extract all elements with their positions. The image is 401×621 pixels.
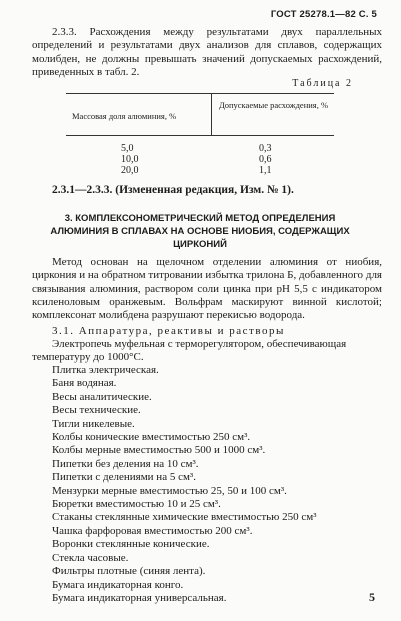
table-cell: 10,0 — [121, 154, 139, 165]
table-header-aluminium: Массовая доля алюминия, % — [72, 111, 177, 121]
table-cell: 1,1 — [259, 165, 272, 176]
list-item: Чашка фарфоровая вместимостью 200 см³. — [52, 524, 253, 537]
table-header-rule — [66, 135, 334, 136]
list-item: Весы технические. — [52, 404, 141, 417]
list-item: Пипетки без деления на 10 см³. — [52, 457, 199, 470]
table-cell: 0,6 — [259, 154, 272, 165]
page-number: 5 — [369, 590, 375, 604]
list-item: Бумага индикаторная универсальная. — [52, 591, 227, 604]
list-item: Пипетки с делениями на 5 см³. — [52, 471, 196, 484]
table-column-divider — [211, 93, 212, 135]
table-top-rule — [66, 93, 334, 94]
list-item: Фильтры плотные (синяя лента). — [52, 565, 206, 578]
list-item: Стекла часовые. — [52, 551, 129, 564]
list-item: Колбы мерные вместимостью 500 и 1000 см³. — [52, 444, 266, 457]
list-item: Баня водяная. — [52, 377, 117, 390]
table-cell: 0,3 — [259, 143, 272, 154]
section-title: 3. КОМПЛЕКСОНОМЕТРИЧЕСКИЙ МЕТОД ОПРЕДЕЛЕНИЯ АЛЮМИНИЯ В СПЛАВАХ НА ОСНОВЕ НИОБИЯ, СОДЕРЖАЩИХ ЦИРКОНИЙ — [50, 213, 350, 250]
list-item: Весы аналитические. — [52, 390, 152, 403]
page-header: ГОСТ 25278.1—82 С. 5 — [270, 9, 377, 20]
list-item: Мензурки мерные вместимостью 25, 50 и 100 см³. — [52, 484, 287, 497]
list-item: Плитка электрическая. — [52, 364, 159, 376]
apparatus-heading: 3.1. Аппаратура, реактивы и растворы — [52, 325, 285, 337]
list-item: Воронки стеклянные конические. — [52, 538, 210, 551]
paragraph-2-3-3: 2.3.3. Расхождения между результатами двух параллельных определений и результатами двух анализов для сплавов, содержащих молибден, не должны превышать значений допускаемых расхождений, приведенных в табл. 2. — [32, 26, 382, 78]
table-cell: 5,0 — [121, 143, 134, 154]
table-cell: 20,0 — [121, 165, 139, 176]
list-item: Тигли никелевые. — [52, 417, 135, 430]
list-item: Бюретки вместимостью 10 и 25 см³. — [52, 498, 221, 511]
apparatus-lead: Электропечь муфельная с терморегулятором, обеспечивающая температуру до 1000°С. — [32, 338, 347, 364]
list-item: Бумага индикаторная конго. — [52, 578, 184, 591]
method-paragraph: Метод основан на щелочном отделении алюминия от ниобия, циркония и на обратном титровании избытка трилона Б, добавленного для связывания алюминия, раствором соли цинка при рН 5,5 с индикатором ксиленоловым оранжевым. Вольфрам маскируют винной кислотой; комплексонат молибдена разрушают перекисью водорода. — [32, 256, 382, 322]
list-item: Колбы конические вместимостью 250 см³. — [52, 431, 251, 444]
apparatus-list — [52, 364, 382, 605]
edit-note: 2.3.1—2.3.3. (Измененная редакция, Изм. № 1). — [52, 184, 294, 196]
table-header-tolerance: Допускаемые расхождения, % — [218, 100, 329, 110]
table-title: Таблица 2 — [292, 78, 353, 89]
list-item: Стаканы стеклянные химические вместимостью 250 см³ — [52, 511, 317, 524]
